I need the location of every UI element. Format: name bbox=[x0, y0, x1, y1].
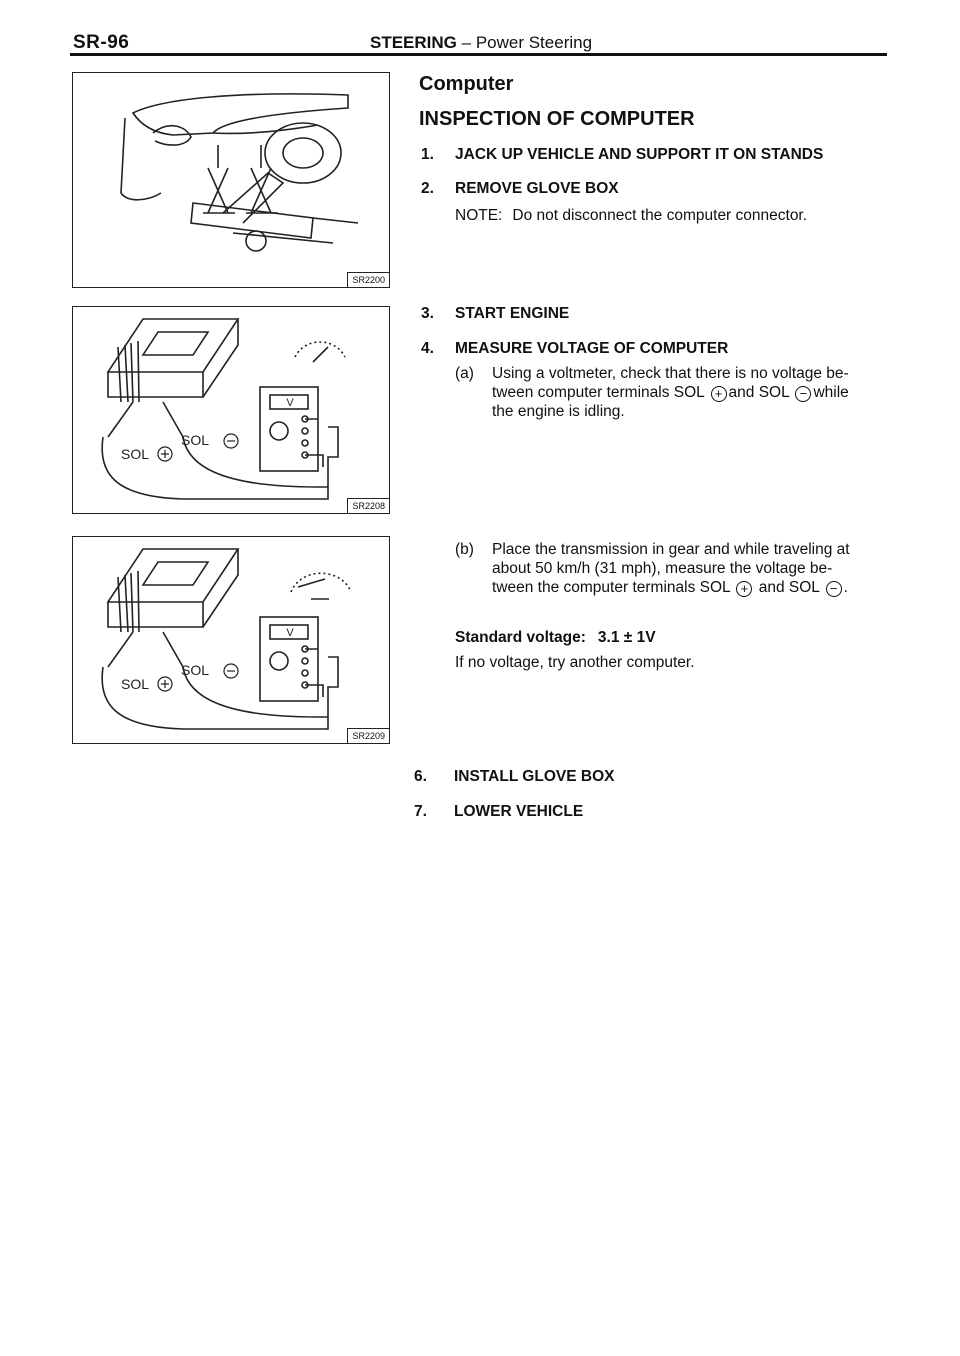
spec-note: If no voltage, try another computer. bbox=[455, 654, 695, 671]
header-title bbox=[370, 33, 592, 53]
figure-jack-stands bbox=[72, 72, 390, 288]
subsection-title: INSPECTION OF COMPUTER bbox=[419, 108, 695, 130]
spec-value: 3.1 ± 1V bbox=[597, 629, 656, 646]
plus-glyph-icon bbox=[161, 680, 169, 688]
note-label: NOTE: bbox=[455, 207, 503, 224]
header-separator: – bbox=[456, 33, 476, 52]
step-text: MEASURE VOLTAGE OF COMPUTER bbox=[455, 340, 729, 357]
substep-text: and SOL bbox=[728, 384, 790, 401]
meter-label-v: V bbox=[286, 397, 294, 409]
page-code: SR-96 bbox=[73, 32, 130, 53]
plus-icon: + bbox=[736, 581, 752, 597]
substep-line: the engine is idling. bbox=[492, 403, 625, 420]
step-text: LOWER VEHICLE bbox=[454, 803, 584, 820]
standard-voltage bbox=[455, 629, 656, 647]
note-text: Do not disconnect the computer connector. bbox=[512, 207, 808, 224]
substep-line: about 50 km/h (31 mph), measure the voltage be- bbox=[492, 560, 833, 577]
step-number: 6. bbox=[414, 768, 427, 785]
plus-icon: + bbox=[711, 386, 727, 402]
figure-code: SR2209 bbox=[347, 728, 390, 744]
voltmeter-driving-illustration bbox=[73, 537, 389, 743]
sol-minus-label: SOL bbox=[181, 662, 210, 678]
substep-a bbox=[455, 364, 905, 421]
substep-line: Place the transmission in gear and while traveling at bbox=[492, 541, 850, 558]
figure-voltmeter-idle bbox=[72, 306, 390, 514]
plus-glyph-icon bbox=[161, 450, 169, 458]
step-number: 3. bbox=[421, 305, 434, 322]
sol-plus-label: SOL bbox=[121, 676, 150, 692]
step-6 bbox=[414, 768, 614, 786]
step-3 bbox=[421, 305, 569, 323]
step-number: 2. bbox=[421, 180, 434, 197]
step-text: INSTALL GLOVE BOX bbox=[454, 768, 615, 785]
step-text: REMOVE GLOVE BOX bbox=[455, 180, 619, 197]
sol-plus-label: SOL bbox=[121, 446, 150, 462]
step-1 bbox=[421, 146, 823, 164]
minus-icon: − bbox=[826, 581, 842, 597]
substep-text: and SOL bbox=[758, 579, 820, 596]
figure-code: SR2208 bbox=[347, 498, 390, 514]
step-4 bbox=[421, 340, 728, 358]
substep-text: while bbox=[813, 384, 849, 401]
substep-text: tween the computer terminals SOL bbox=[492, 579, 731, 596]
header-section: STEERING bbox=[370, 33, 457, 52]
step-number: 7. bbox=[414, 803, 427, 820]
header-rule bbox=[70, 53, 887, 56]
header-subsection: Power Steering bbox=[475, 33, 593, 52]
sol-minus-label: SOL bbox=[181, 432, 210, 448]
substep-text: tween computer terminals SOL bbox=[492, 384, 705, 401]
figure-voltmeter-driving bbox=[72, 536, 390, 744]
substep-line: tween the computer terminals SOL + and SOL − . bbox=[492, 579, 848, 596]
step-number: 1. bbox=[421, 146, 434, 163]
step-number: 4. bbox=[421, 340, 434, 357]
spec-label: Standard voltage: bbox=[455, 629, 586, 646]
substep-line: Using a voltmeter, check that there is no voltage be- bbox=[492, 365, 849, 382]
substep-line bbox=[492, 383, 905, 402]
meter-label-v: V bbox=[286, 627, 294, 639]
figure-code: SR2200 bbox=[347, 272, 390, 288]
step-text: JACK UP VEHICLE AND SUPPORT IT ON STANDS bbox=[455, 146, 824, 163]
step-text: START ENGINE bbox=[455, 305, 570, 322]
section-title: Computer bbox=[419, 73, 514, 95]
voltmeter-idle-illustration bbox=[73, 307, 389, 513]
step-7 bbox=[414, 803, 583, 821]
jack-stands-illustration bbox=[73, 73, 389, 287]
note bbox=[455, 207, 807, 225]
substep-tag: (b) bbox=[455, 541, 474, 558]
step-2 bbox=[421, 180, 619, 198]
minus-icon: − bbox=[795, 386, 811, 402]
substep-tag: (a) bbox=[455, 365, 474, 382]
substep-b bbox=[455, 540, 905, 597]
